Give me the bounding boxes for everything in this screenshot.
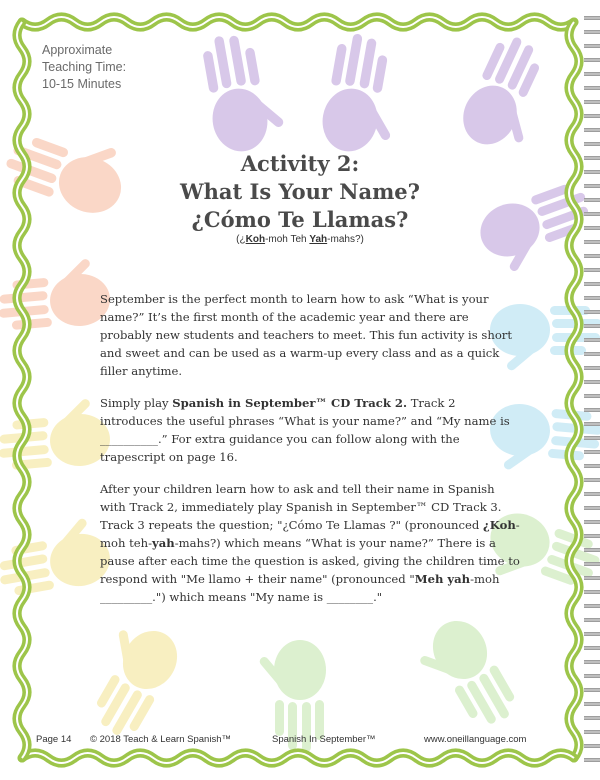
footer-book-title: Spanish In September™ [272, 734, 376, 745]
paragraph-intro: September is the perfect month to learn how to ask “What is your name?” It’s the first month of the academic year and there are probably new students and teachers to meet. This fun activity is short and sweet and can be used as a warm-up every class and as a quick filler anytime. [100, 292, 513, 378]
pron-mid: -moh Teh [265, 234, 310, 245]
page-footer [36, 734, 556, 750]
footer-page-number: Page 14 [36, 734, 72, 745]
title-pronunciation [100, 234, 500, 245]
p3-text-d: -moh _________.") which means "My name is ________." [100, 572, 500, 604]
pron-suffix: -mahs?) [327, 234, 364, 245]
pron-stress-2: Yah [309, 234, 328, 245]
activity-body [100, 290, 520, 620]
footer-copyright: © 2018 Teach & Learn Spanish™ [90, 734, 231, 745]
paragraph-track-2 [100, 394, 520, 466]
paragraph-track-3 [100, 480, 520, 606]
activity-title-block [100, 150, 500, 245]
pron-prefix: (¿ [236, 234, 246, 245]
activity-title-english: What Is Your Name? [180, 179, 420, 204]
p3-text-b: -moh teh- [100, 518, 520, 550]
teaching-time-note: Approximate Teaching Time: 10-15 Minutes [42, 43, 127, 91]
footer-website: www.oneillanguage.com [424, 734, 527, 745]
p3-text-c: -mahs?) which means “What is your name?” There is a pause after each time the question is asked, giving the children time to respond with "Me llamo + their name" (pronounced " [100, 536, 520, 586]
p2-text-a: Simply play [100, 396, 173, 410]
spiral-binding [584, 10, 600, 770]
pron-stress-1: Koh [245, 234, 266, 245]
p2-text-b: Track 2 introduces the useful phrases “What is your name?” and “My name is __________.” For extra guidance you can follow along with the trapescript on page 16. [100, 396, 510, 464]
p2-track-reference: Spanish in September™ CD Track 2. [172, 396, 408, 410]
p3-bold-3: Meh yah [414, 572, 471, 586]
p3-bold-1: ¿Koh [482, 518, 516, 532]
p3-text-a: After your children learn how to ask and tell their name in Spanish with Track 2, immediately play Spanish in September™ CD Track 3. Track 3 repeats the question; "¿Cómo Te Llamas ?" (pronounced [100, 482, 502, 532]
activity-number: Activity 2: [240, 151, 360, 176]
activity-title-spanish: ¿Cómo Te Llamas? [191, 207, 409, 232]
p3-bold-2: yah [152, 536, 175, 550]
